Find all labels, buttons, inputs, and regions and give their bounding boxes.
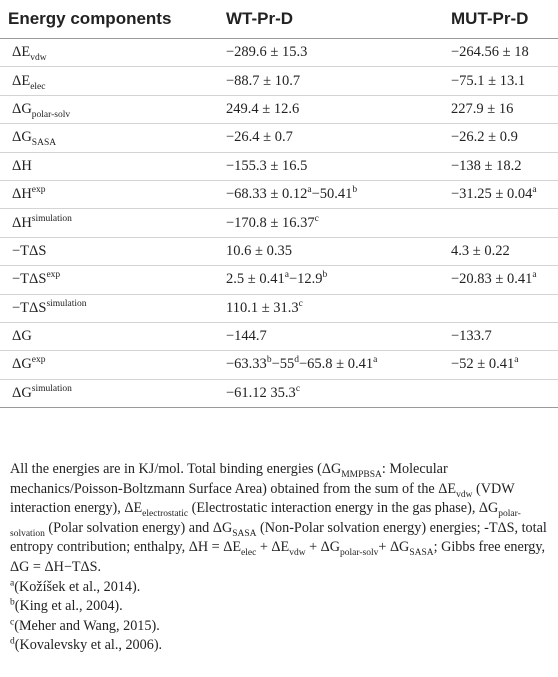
text-run: ΔH [12,157,32,174]
cell-mut-value [443,124,558,152]
subscript: MMPBSA [341,469,382,480]
superscript: b [352,185,358,196]
cell-wt-value [218,266,443,294]
text-run: + ΔE [256,539,290,556]
header-wt-pr-d: WT-Pr-D [226,9,294,28]
superscript: c [314,213,319,224]
text-run: −TΔS [12,299,47,316]
superscript: d [10,636,15,647]
superscript: b [266,355,272,366]
table-notes [10,460,550,656]
superscript: a [284,270,289,281]
table-row [0,209,558,237]
cell-wt-value [218,322,443,350]
text-run: All the energies are in KJ/mol. Total binding energies (ΔG [10,461,342,477]
text-run: −133.7 [451,328,492,345]
text-run: ΔG [12,328,32,345]
cell-mut-value [443,237,558,265]
subscript: SASA [409,548,434,559]
cell-mut-value [443,294,558,322]
superscript: d [294,355,299,366]
cell-mut-value [443,152,558,180]
cell-wt-value [218,351,443,379]
text-run: (Meher and Wang, 2015). [14,617,160,634]
text-run: 4.3 ± 0.22 [451,242,510,259]
text-run: ; Gibbs free energy, ΔG = ΔH−TΔS. [10,539,546,575]
subscript: elec [30,81,46,92]
table-row [0,294,558,322]
subscript: vdw [289,548,306,559]
text-run: −52 ± 0.41 [451,356,515,373]
text-run: −88.7 ± 10.7 [226,72,301,89]
text-run: (Non-Polar solvation energy) energies; -TΔS, total entropy contribution; enthalpy, ΔH = ΔE [10,519,547,556]
cell-energy-component [0,266,218,294]
superscript: simulation [31,213,72,224]
cell-wt-value [218,95,443,123]
text-run: ΔG [12,129,32,146]
header-mut-pr-d: MUT-Pr-D [451,9,529,28]
cell-wt-value [218,124,443,152]
table-body [0,39,558,408]
cell-energy-component [0,351,218,379]
superscript: b [322,270,328,281]
cell-energy-component [0,237,218,265]
text-run: −75.1 ± 13.1 [451,72,526,89]
cell-energy-component [0,180,218,208]
text-run: (King et al., 2004). [14,598,123,615]
subscript: polar-solv [340,548,379,559]
text-run: −TΔS [12,242,47,259]
cell-mut-value [443,39,558,67]
text-run: ΔH [12,186,32,203]
superscript: c [295,384,301,395]
text-run: −289.6 ± 15.3 [226,44,308,61]
text-run: −144.7 [226,328,267,345]
cell-energy-component [0,152,218,180]
superscript: a [10,577,15,588]
table-row [0,180,558,208]
superscript: a [373,355,378,366]
table-row [0,322,558,350]
text-run: −55 [271,356,295,373]
superscript: a [532,270,537,281]
text-run: (Kožíšek et al., 2014). [14,578,141,595]
text-run: + ΔG [305,539,341,556]
footnote [10,617,550,637]
cell-energy-component [0,322,218,350]
text-run: −170.8 ± 16.37 [226,214,315,231]
text-run: (Kovalevsky et al., 2006). [14,637,163,654]
footnote [10,636,550,656]
text-run: −61.12 35.3 [226,384,296,401]
superscript: c [10,617,15,628]
table-row [0,266,558,294]
cell-mut-value [443,95,558,123]
subscript: polar-solv [31,109,71,120]
text-run: ΔG [12,384,32,401]
cell-wt-value [218,294,443,322]
subscript: SASA [31,138,57,149]
text-run: −264.56 ± 18 [451,44,529,61]
subscript: SASA [232,528,257,539]
text-run: −26.4 ± 0.7 [226,129,293,146]
text-run: 227.9 ± 16 [451,100,514,117]
text-run: −50.41 [311,186,353,203]
superscript: c [298,298,303,309]
text-run: ΔE [12,44,31,61]
superscript: b [10,597,15,608]
cell-wt-value [218,237,443,265]
table-row [0,67,558,95]
text-run: ΔG [12,356,32,373]
footnote [10,597,550,617]
superscript: simulation [31,384,72,395]
superscript: a [532,185,537,196]
text-run: −TΔS [12,271,47,288]
header-energy-components: Energy components [8,9,172,28]
table-row [0,237,558,265]
superscript: exp [31,185,46,196]
cell-mut-value [443,180,558,208]
superscript: a [514,355,519,366]
superscript: simulation [46,298,87,309]
cell-wt-value [218,39,443,67]
table-row [0,95,558,123]
text-run: 110.1 ± 31.3 [226,299,299,316]
subscript: vdw [30,53,47,64]
cell-energy-component [0,124,218,152]
text-run: ΔE [12,72,31,89]
text-run: −31.25 ± 0.04 [451,186,533,203]
text-run: −12.9 [288,271,323,288]
superscript: exp [46,270,61,281]
cell-energy-component [0,209,218,237]
table-row [0,351,558,379]
subscript: electrostatic [142,509,189,520]
text-run: ΔG [12,100,32,117]
subscript: elec [241,548,257,559]
text-run: (VDW interaction energy), ΔE [10,480,515,517]
cell-wt-value [218,379,443,407]
notes-paragraph [10,460,550,578]
cell-mut-value [443,351,558,379]
cell-energy-component [0,39,218,67]
cell-wt-value [218,180,443,208]
text-run: −20.83 ± 0.41 [451,271,533,288]
cell-wt-value [218,209,443,237]
text-run: 10.6 ± 0.35 [226,242,292,259]
text-run: 2.5 ± 0.41 [226,271,285,288]
table-row [0,379,558,407]
text-run: + ΔG [378,539,410,556]
subscript: polar-solvation [10,509,521,539]
cell-wt-value [218,152,443,180]
cell-mut-value [443,209,558,237]
cell-mut-value [443,266,558,294]
table-row [0,152,558,180]
text-run: −138 ± 18.2 [451,157,522,174]
text-run: −68.33 ± 0.12 [226,186,308,203]
text-run: −65.8 ± 0.41 [299,356,374,373]
text-run: ΔH [12,214,32,231]
cell-energy-component [0,294,218,322]
text-run: −155.3 ± 16.5 [226,157,308,174]
cell-energy-component [0,379,218,407]
footnotes-list [10,578,550,656]
table-header-row [0,0,558,39]
text-run: 249.4 ± 12.6 [226,100,300,117]
cell-mut-value [443,67,558,95]
superscript: a [307,185,312,196]
superscript: exp [31,355,46,366]
text-run: (Electrostatic interaction energy in the gas phase), ΔG [188,500,499,517]
text-run: −26.2 ± 0.9 [451,129,518,146]
table-row [0,39,558,67]
cell-mut-value [443,322,558,350]
table-row [0,124,558,152]
text-run: −63.33 [226,356,267,373]
cell-mut-value [443,379,558,407]
footnote [10,578,550,598]
text-run: : Molecular mechanics/Poisson-Boltzmann Surface Area) obtained from the sum of the ΔE [10,461,457,497]
subscript: vdw [456,489,473,500]
cell-energy-component [0,95,218,123]
cell-wt-value [218,67,443,95]
text-run: (Polar solvation energy) and ΔG [44,519,233,536]
cell-energy-component [0,67,218,95]
